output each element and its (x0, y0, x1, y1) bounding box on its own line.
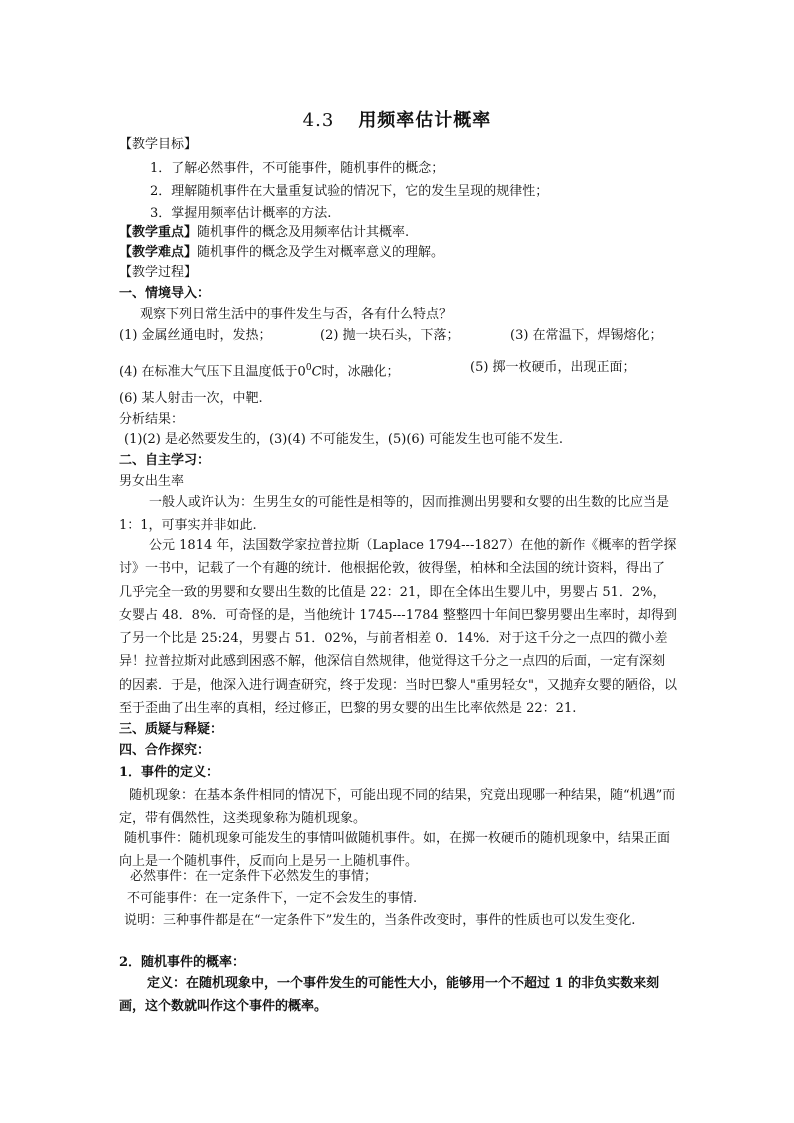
process-heading: 【教学过程】 (119, 265, 198, 280)
difficulty (119, 244, 444, 262)
example-4-unit: C (311, 364, 322, 380)
key-point-text: 随机事件的概念及用频率估计其概率. (197, 225, 410, 240)
certain-event: 必然事件：在一定条件下必然发生的事情； (130, 869, 378, 884)
title-number: 4.3 (302, 110, 335, 131)
section2-paragraph-1: 一般人或许认为：生男生女的可能性是相等的，因而推测出男婴和女婴的出生数的比应当是 1：1，可事实并非如此. (119, 495, 670, 534)
analysis-text: (1)(2) 是必然要发生的，(3)(4) 不可能发生，(5)(6) 可能发生也可能不发生. (124, 432, 564, 447)
example-4-tail: 时，冰融化； (321, 364, 400, 380)
section3-heading: 三、质疑与释疑： (119, 722, 224, 737)
key-point (119, 224, 409, 242)
goals-heading: 【教学目标】 (119, 137, 198, 152)
difficulty-text: 随机事件的概念及学生对概率意义的理解。 (197, 245, 445, 260)
probability-definition: 定义：在随机现象中，一个事件发生的可能性大小，能够用一个不超过 1 的非负实数来刻画，这个数就叫作这个事件的概率。 (119, 976, 660, 1015)
definition-subheading-1: 1．事件的定义： (119, 765, 220, 780)
title-text: 用频率估计概率 (358, 110, 492, 131)
example-5: (5) 掷一枚硬币，出现正面； (470, 360, 636, 375)
page-title (0, 106, 794, 132)
example-4-degree: 0 (305, 363, 312, 373)
example-4-text: (4) 在标准大气压下且温度低于0 (119, 364, 306, 380)
goal-item-1: 1．了解必然事件，不可能事件，随机事件的概念； (150, 161, 445, 176)
definition-subheading-2: 2．随机事件的概率： (119, 955, 246, 970)
section1-intro: 观察下列日常生活中的事件发生与否，各有什么特点？ (140, 307, 453, 322)
section4-heading: 四、合作探究： (119, 743, 211, 758)
random-phenomenon: 随机现象：在基本条件相同的情况下，可能出现不同的结果，究竟出现哪一种结果，随“机遇”而定，带有偶然性，这类现象称为随机现象。 (119, 788, 676, 827)
difficulty-label: 【教学难点】 (119, 245, 198, 260)
goal-item-2: 2．理解随机事件在大量重复试验的情况下，它的发生呈现的规律性； (150, 184, 549, 199)
key-point-label: 【教学重点】 (119, 225, 198, 240)
section2-heading: 二、自主学习： (119, 453, 211, 468)
section1-heading: 一、情境导入： (119, 286, 211, 301)
example-6: (6) 某人射击一次，中靶. (119, 391, 263, 406)
note-text: 说明：三种事件都是在“一定条件下”发生的，当条件改变时，事件的性质也可以发生变化. (124, 913, 636, 928)
section2-subtitle: 男女出生率 (119, 474, 185, 489)
goal-item-3: 3．掌握用频率估计概率的方法. (150, 206, 332, 221)
example-4 (119, 359, 400, 381)
random-event: 随机事件：随机现象可能发生的事情叫做随机事件。如，在掷一枚硬币的随机现象中，结果正面向上是一个随机事件，反而向上是另一上随机事件。 (119, 831, 671, 870)
example-3: (3) 在常温下，焊锡熔化； (510, 328, 663, 343)
example-1: (1) 金属丝通电时，发热； (119, 328, 272, 343)
example-2: (2) 抛一块石头，下落； (320, 328, 460, 343)
impossible-event: 不可能事件：在一定条件下，一定不会发生的事情. (127, 891, 418, 906)
section2-paragraph-2: 公元 1814 年，法国数学家拉普拉斯（Laplace 1794---1827）在他的新作《概率的哲学探讨》一书中，记载了一个有趣的统计．他根据伦敦，彼得堡，柏林和全法国的统计资料，得出了几乎完全一致的男婴和女婴出生数的比值是 22：21，即在全体出生婴儿中，男婴占 51．2%，女婴占 48．8%．可奇怪的是，当他统计 1745---1784 整整四十年间巴黎男婴出生率时，却得到了另一个比是 25:24，男婴占 51．02%，与前者相差 0．14%．对于这千分之一点四的微小差异！拉普拉斯对此感到困惑不解，他深信自然规律，他觉得这千分之一点四的后面，一定有深刻的因素．于是，他深入进行调查研究，终于发现：当时巴黎人"重男轻女"，又抛弃女婴的陋俗，以至于歪曲了出生率的真相，经过修正，巴黎的男女婴的出生比率依然是 22：21. (119, 538, 677, 717)
analysis-label: 分析结果： (119, 412, 185, 427)
